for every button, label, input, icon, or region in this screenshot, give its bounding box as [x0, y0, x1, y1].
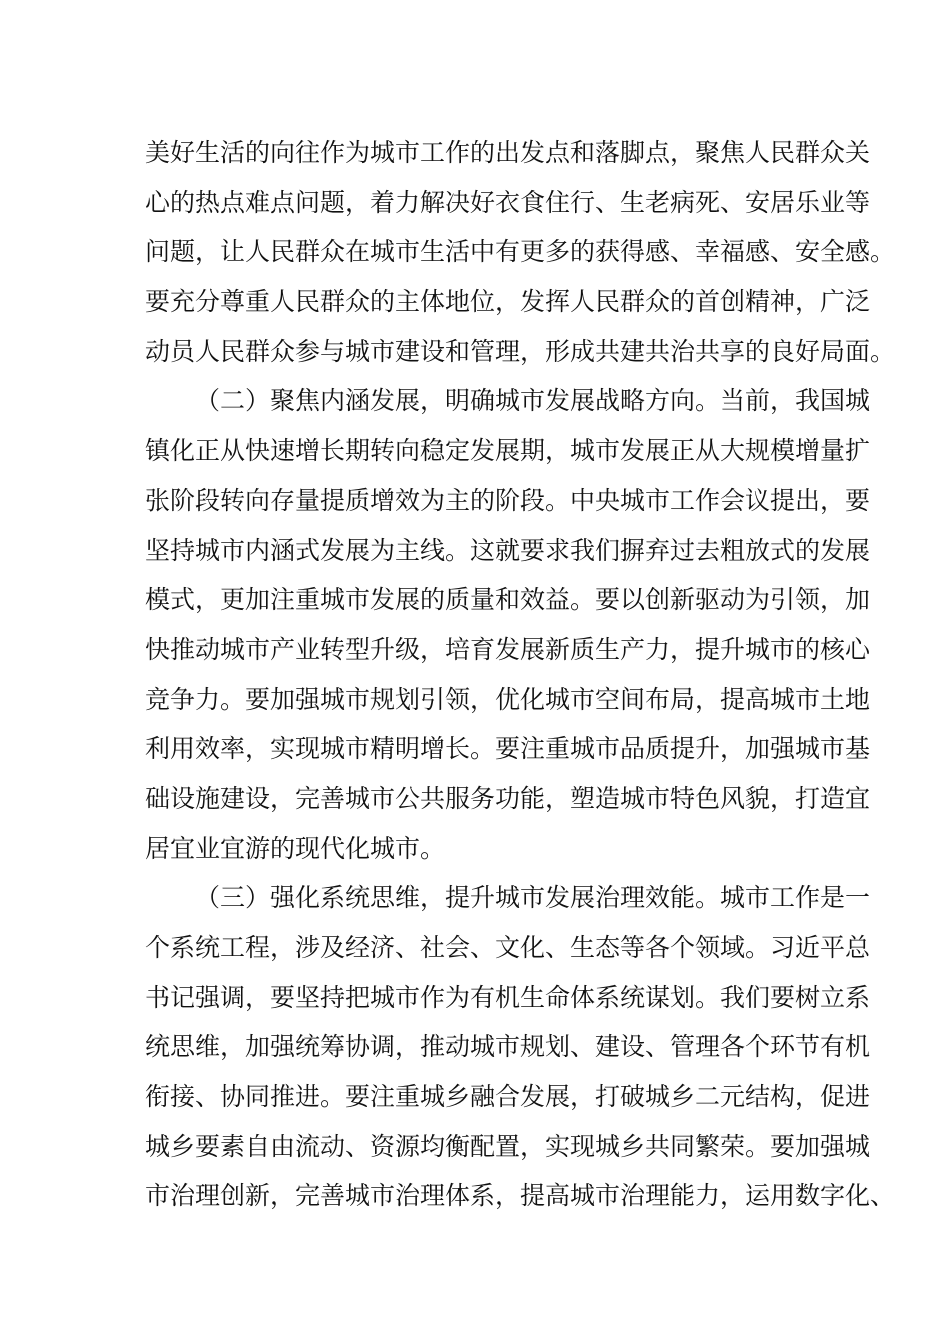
- text-line: 镇化正从快速增长期转向稳定发展期，城市发展正从大规模增量扩: [145, 436, 871, 466]
- text-line: 城乡要素自由流动、资源均衡配置，实现城乡共同繁荣。要加强城: [145, 1131, 871, 1161]
- text-line: 张阶段转向存量提质增效为主的阶段。中央城市工作会议提出，要: [145, 485, 871, 515]
- text-line: 竞争力。要加强城市规划引领，优化城市空间布局，提高城市土地: [145, 684, 871, 714]
- text-line: 础设施建设，完善城市公共服务功能，塑造城市特色风貌，打造宜: [145, 783, 871, 813]
- document-body-text: [145, 128, 896, 1221]
- text-line: 市治理创新，完善城市治理体系，提高城市治理能力，运用数字化、: [145, 1181, 896, 1211]
- text-line: 坚持城市内涵式发展为主线。这就要求我们摒弃过去粗放式的发展: [145, 535, 871, 565]
- text-line: 个系统工程，涉及经济、社会、文化、生态等各个领域。习近平总: [145, 933, 871, 962]
- text-line: 快推动城市产业转型升级，培育发展新质生产力，提升城市的核心: [145, 634, 871, 664]
- text-line: 统思维，加强统筹协调，推动城市规划、建设、管理各个环节有机: [145, 1032, 871, 1062]
- text-line: 要充分尊重人民群众的主体地位，发挥人民群众的首创精神，广泛: [145, 287, 871, 317]
- text-line: 书记强调，要坚持把城市作为有机生命体系统谋划。我们要树立系: [145, 982, 871, 1012]
- text-line: 衔接、协同推进。要注重城乡融合发展，打破城乡二元结构，促进: [145, 1082, 871, 1112]
- text-line: 心的热点难点问题，着力解决好衣食住行、生老病死、安居乐业等: [145, 187, 871, 217]
- paragraph-start-line: （三）强化系统思维，提升城市发展治理效能。城市工作是一: [195, 883, 871, 913]
- text-line: 居宜业宜游的现代化城市。: [145, 833, 446, 863]
- text-line: 问题，让人民群众在城市生活中有更多的获得感、幸福感、安全感。: [145, 237, 896, 267]
- text-line: 利用效率，实现城市精明增长。要注重城市品质提升，加强城市基: [145, 734, 871, 764]
- text-line: 模式，更加注重城市发展的质量和效益。要以创新驱动为引领，加: [145, 585, 871, 615]
- text-line: 动员人民群众参与城市建设和管理，形成共建共治共享的良好局面。: [145, 336, 896, 366]
- paragraph-start-line: （二）聚焦内涵发展，明确城市发展战略方向。当前，我国城: [195, 386, 871, 416]
- text-line: 美好生活的向往作为城市工作的出发点和落脚点，聚焦人民群众关: [145, 138, 871, 167]
